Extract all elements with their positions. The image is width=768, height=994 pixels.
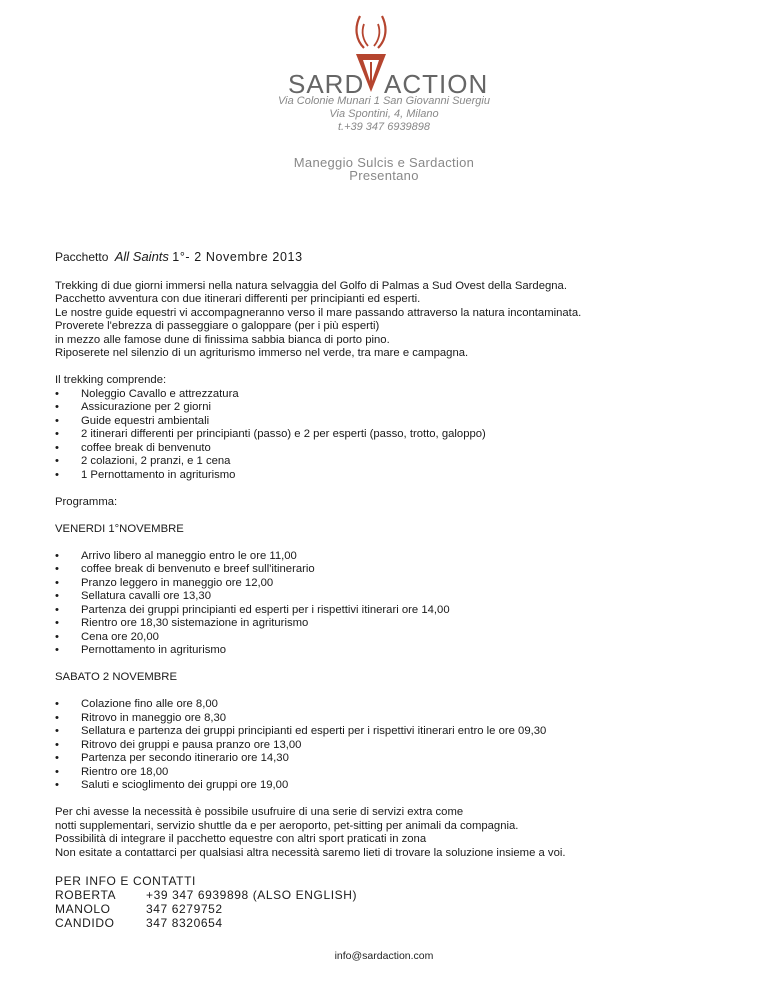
- extras-line: Non esitate a contattarci per qualsiasi altra necessità saremo lieti di trovare la soluzione insieme a voi.: [55, 846, 566, 859]
- footer-email[interactable]: info@sardaction.com: [334, 950, 434, 962]
- contacts-block: [55, 874, 725, 930]
- intro-paragraph: [55, 280, 725, 361]
- contact-name: MANOLO: [55, 901, 111, 916]
- list-item: • Colazione fino alle ore 8,00: [55, 698, 725, 712]
- day1-title: VENERDI 1°NOVEMBRE: [55, 522, 184, 535]
- includes-list: [55, 388, 725, 483]
- contact-phone[interactable]: 347 6279752: [146, 901, 223, 916]
- list-item: • Sellatura cavalli ore 13,30: [55, 590, 725, 604]
- presenters-line: Presentano: [349, 168, 419, 183]
- list-item: • 1 Pernottamento in agriturismo: [55, 469, 725, 483]
- list-item: • Rientro ore 18,00: [55, 766, 725, 780]
- list-item: • coffee break di benvenuto: [55, 442, 725, 456]
- program-heading: Programma:: [55, 495, 118, 508]
- list-item: • Guide equestri ambientali: [55, 415, 725, 429]
- list-item: • Pernottamento in agriturismo: [55, 644, 725, 658]
- contact-phone[interactable]: 347 8320654: [146, 915, 223, 930]
- intro-line: Trekking di due giorni immersi nella natura selvaggia del Golfo di Palmas a Sud Ovest della Sardegna.: [55, 279, 567, 292]
- list-item: • Sellatura e partenza dei gruppi principianti ed esperti per i rispettivi itinerari entro le ore 09,30: [55, 725, 725, 739]
- address-block: [0, 95, 768, 134]
- intro-line: in mezzo alle famose dune di finissima sabbia bianca di porto pino.: [55, 333, 390, 346]
- package-dates: 1°- 2 Novembre 2013: [172, 250, 303, 264]
- list-item: • 2 colazioni, 2 pranzi, e 1 cena: [55, 455, 725, 469]
- extras-line: Per chi avesse la necessità è possibile usufruire di una serie di servizi extra come: [55, 806, 464, 818]
- contact-name: CANDIDO: [55, 915, 115, 930]
- list-item: • Rientro ore 18,30 sistemazione in agriturismo: [55, 617, 725, 631]
- day2-list: [55, 698, 725, 793]
- logo-text-right: ACTION: [384, 69, 489, 99]
- contact-phone[interactable]: +39 347 6939898 (ALSO ENGLISH): [146, 887, 358, 902]
- list-item: • 2 itinerari differenti per principianti (passo) e 2 per esperti (passo, trotto, galoppo): [55, 428, 725, 442]
- phone-line: t.+39 347 6939898: [337, 121, 431, 133]
- list-item: • Pranzo leggero in maneggio ore 12,00: [55, 577, 725, 591]
- list-item: • Cena ore 20,00: [55, 631, 725, 645]
- day1-list: [55, 550, 725, 658]
- contact-row: [55, 888, 725, 902]
- list-item: • Assicurazione per 2 giorni: [55, 401, 725, 415]
- list-item: • Saluti e scioglimento dei gruppi ore 19,00: [55, 779, 725, 793]
- intro-line: Pacchetto avventura con due itinerari differenti per principianti ed esperti.: [55, 293, 421, 305]
- list-item: • Ritrovo in maneggio ore 8,30: [55, 712, 725, 726]
- address-line: Via Colonie Munari 1 San Giovanni Suergiu: [278, 95, 490, 107]
- contact-name: ROBERTA: [55, 887, 117, 902]
- list-item: • Arrivo libero al maneggio entro le ore 11,00: [55, 550, 725, 564]
- intro-line: Proverete l'ebrezza di passeggiare o galoppare (per i più esperti): [55, 320, 380, 332]
- intro-line: Le nostre guide equestri vi accompagneranno verso il mare passando attraverso la natura incontaminata.: [55, 306, 582, 319]
- package-label: Pacchetto: [55, 250, 109, 264]
- extras-line: Possibilità di integrare il pacchetto equestre con altri sport praticati in zona: [55, 833, 427, 845]
- includes-heading: Il trekking comprende:: [55, 374, 167, 386]
- logo-text-left: SARD: [288, 69, 365, 99]
- package-title: [55, 250, 725, 265]
- document-body: [55, 250, 725, 930]
- presenters-block: [0, 156, 768, 182]
- extras-line: notti supplementari, servizio shuttle da e per aeroporto, pet-sitting per animali da compagnia.: [55, 819, 519, 832]
- package-name: All Saints: [114, 249, 169, 264]
- list-item: • Noleggio Cavallo e attrezzatura: [55, 388, 725, 402]
- contacts-heading: PER INFO E CONTATTI: [55, 873, 196, 888]
- extras-paragraph: [55, 806, 725, 860]
- list-item: • Partenza per secondo itinerario ore 14,30: [55, 752, 725, 766]
- address-line: Via Spontini, 4, Milano: [329, 108, 439, 120]
- sardaction-logo: [284, 14, 489, 99]
- contact-row: [55, 902, 725, 916]
- intro-line: Riposerete nel silenzio di un agriturismo immerso nel verde, tra mare e campagna.: [55, 347, 469, 359]
- presenters-line: Maneggio Sulcis e Sardaction: [293, 155, 475, 170]
- list-item: • coffee break di benvenuto e breef sull'itinerario: [55, 563, 725, 577]
- list-item: • Ritrovo dei gruppi e pausa pranzo ore 13,00: [55, 739, 725, 753]
- contact-row: [55, 916, 725, 930]
- day2-title: SABATO 2 NOVEMBRE: [55, 671, 177, 683]
- list-item: • Partenza dei gruppi principianti ed esperti per i rispettivi itinerari ore 14,00: [55, 604, 725, 618]
